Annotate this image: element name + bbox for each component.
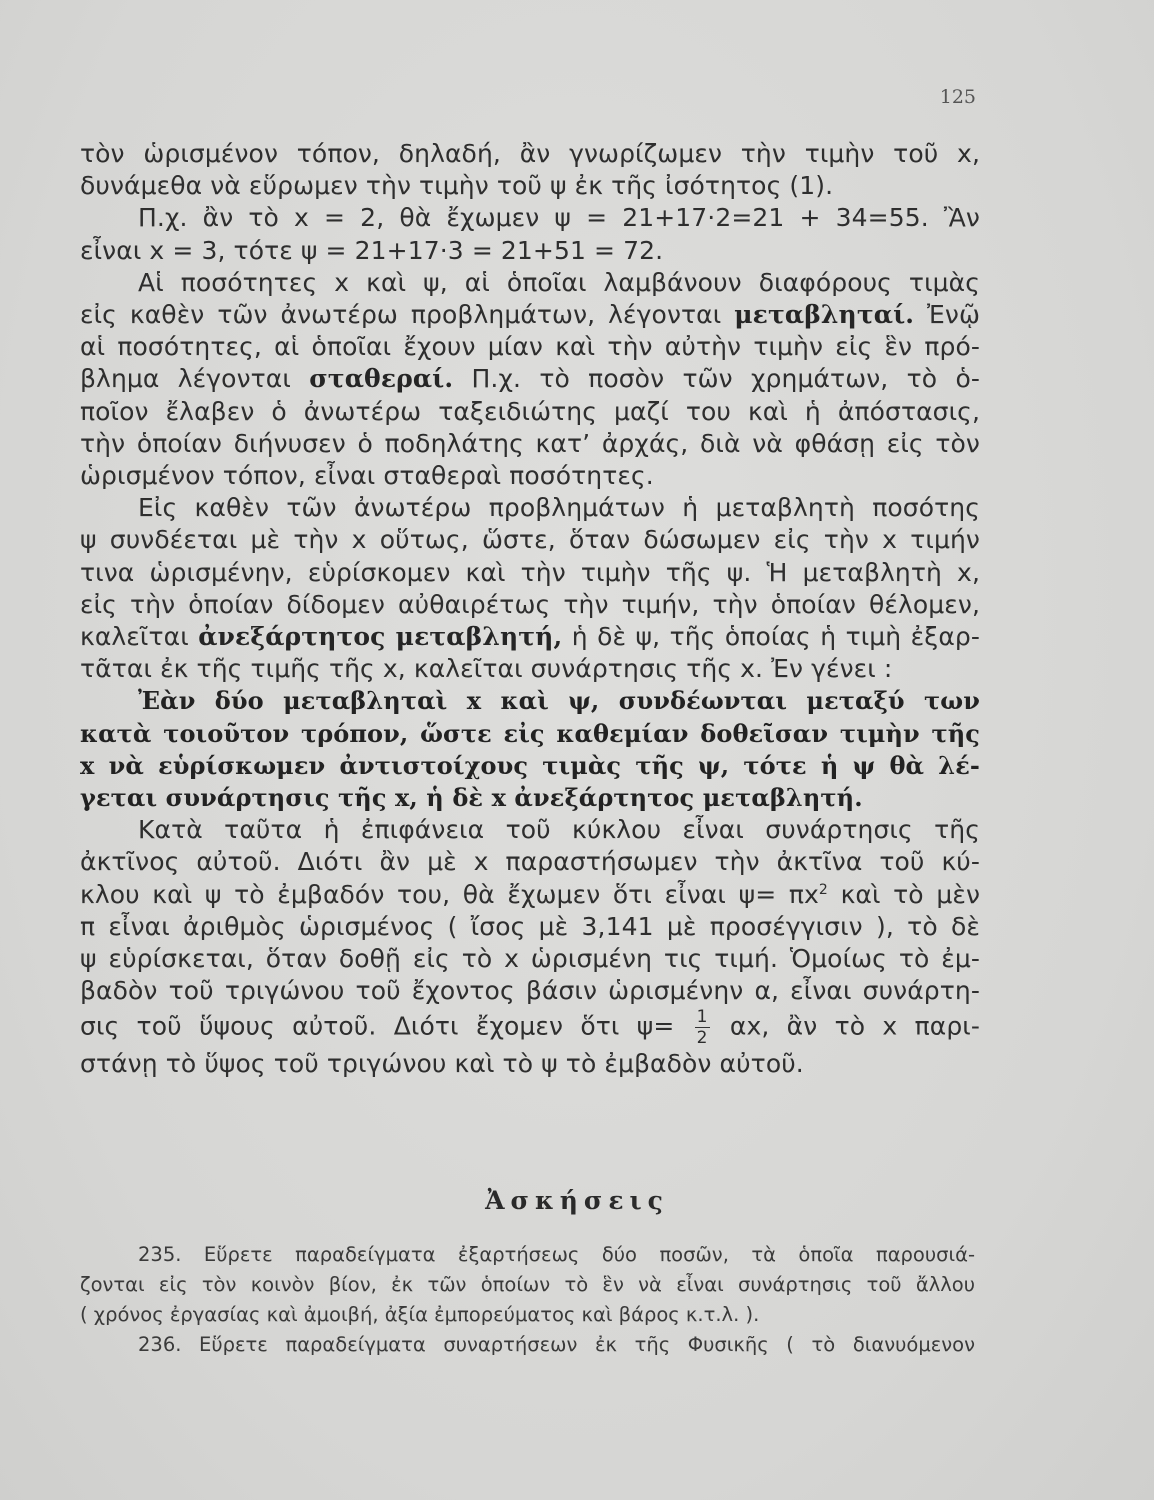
exercise-line: ζονται εἰς τὸν κοινὸν βίον, ἐκ τῶν ὁποίων τὸ ἓν νὰ εἶναι συνάρτησις τοῦ ἄλλου bbox=[80, 1273, 975, 1296]
text-line: ψ συνδέεται μὲ τὴν x οὕτως, ὥστε, ὅταν δώσωμεν εἰς τὴν x τιμήν bbox=[80, 525, 980, 555]
definition-block bbox=[80, 685, 980, 814]
text-line bbox=[80, 363, 980, 395]
definition-line: κατὰ τοιοῦτον τρόπον, ὥστε εἰς καθεμίαν δοθεῖσαν τιμὴν τῆς bbox=[80, 718, 980, 748]
text-line bbox=[80, 621, 980, 653]
text-line bbox=[80, 879, 980, 911]
term-independent-variable: ἀνεξάρτητος μεταβλητή, bbox=[198, 622, 563, 652]
text-line: π εἶναι ἀριθμὸς ὡρισμένος ( ἴσος μὲ 3,141 μὲ προσέγγισιν ), τὸ δὲ bbox=[80, 911, 980, 941]
definition-line: x νὰ εὑρίσκωμεν ἀντιστοίχους τιμὰς τῆς ψ, τότε ἡ ψ θὰ λέ- bbox=[80, 750, 980, 780]
text-line: ψ εὑρίσκεται, ὅταν δοθῇ εἰς τὸ x ὡρισμένη τις τιμή. Ὁμοίως τὸ ἐμ- bbox=[80, 944, 980, 974]
text-line: Αἱ ποσότητες x καὶ ψ, αἱ ὁποῖαι λαμβάνουν διαφόρους τιμὰς bbox=[138, 267, 980, 297]
fraction-denominator: 2 bbox=[696, 1028, 708, 1049]
text-span: σις τοῦ ὕψους αὐτοῦ. Διότι ἔχομεν ὅτι ψ= bbox=[80, 1011, 675, 1041]
text-line: δυνάμεθα νὰ εὕρωμεν τὴν τιμὴν τοῦ ψ ἐκ τῆς ἰσότητος (1). bbox=[80, 171, 834, 201]
page-number: 125 bbox=[939, 86, 976, 108]
text-line: τᾶται ἐκ τῆς τιμῆς τῆς x, καλεῖται συνάρτησις τῆς x. Ἐν γένει : bbox=[80, 654, 893, 684]
text-span: Π.χ. τὸ ποσὸν τῶν χρημάτων, τὸ ὁ- bbox=[471, 364, 981, 394]
text-span: κλου καὶ ψ τὸ ἐμβαδόν του, θὰ ἔχωμεν ὅτι εἶναι ψ= πx bbox=[80, 879, 819, 909]
term-variables: μεταβληταί. bbox=[734, 300, 915, 330]
definition-line: γεται συνάρτησις τῆς x, ἡ δὲ x ἀνεξάρτητος μεταβλητή. bbox=[80, 783, 863, 813]
text-line: τὴν ὁποίαν διήνυσεν ὁ ποδηλάτης κατ’ ἀρχάς, διὰ νὰ φθάσῃ εἰς τὸν bbox=[80, 428, 980, 458]
exercises-list bbox=[80, 1240, 975, 1360]
body-text bbox=[80, 138, 980, 1081]
term-constants: σταθεραί. bbox=[309, 364, 454, 394]
text-span: καὶ τὸ μὲν bbox=[840, 879, 981, 909]
text-line bbox=[80, 299, 980, 331]
fraction-numerator: 1 bbox=[696, 1007, 708, 1028]
exercise-line: ( χρόνος ἐργασίας καὶ ἀμοιβή, ἀξία ἐμπορεύματος καὶ βάρος κ.τ.λ. ). bbox=[80, 1303, 760, 1326]
superscript: 2 bbox=[818, 881, 828, 898]
text-span: ἡ δὲ ψ, τῆς ὁποίας ἡ τιμὴ ἐξαρ- bbox=[571, 622, 980, 652]
text-line: τὸν ὡρισμένον τόπον, δηλαδή, ἂν γνωρίζωμεν τὴν τιμὴν τοῦ x, bbox=[80, 139, 980, 168]
text-line: ποῖον ἔλαβεν ὁ ἀνωτέρω ταξειδιώτης μαζί του καὶ ἡ ἀπόστασις, bbox=[80, 396, 980, 426]
exercises-heading: Ἀσκήσεις bbox=[485, 1186, 669, 1215]
text-line: Κατὰ ταῦτα ἡ ἐπιφάνεια τοῦ κύκλου εἶναι συνάρτησις τῆς bbox=[138, 815, 980, 845]
text-line: ἀκτῖνος αὐτοῦ. Διότι ἂν μὲ x παραστήσωμεν τὴν ἀκτῖνα τοῦ κύ- bbox=[80, 847, 980, 877]
text-span: αx, ἂν τὸ x παρι- bbox=[729, 1011, 980, 1041]
text-span: εἰς καθὲν τῶν ἀνωτέρω προβλημάτων, λέγονται bbox=[80, 300, 722, 330]
fraction bbox=[695, 1007, 710, 1048]
text-span: Ἐνῷ bbox=[927, 300, 981, 330]
text-line: εἰς τὴν ὁποίαν δίδομεν αὐθαιρέτως τὴν τιμήν, τὴν ὁποίαν θέλομεν, bbox=[80, 589, 980, 619]
exercise-line: 236. Εὕρετε παραδείγματα συναρτήσεων ἐκ τῆς Φυσικῆς ( τὸ διανυόμενον bbox=[138, 1333, 975, 1356]
text-span: βλημα λέγονται bbox=[80, 364, 291, 394]
exercise-line: 235. Εὕρετε παραδείγματα ἐξαρτήσεως δύο ποσῶν, τὰ ὁποῖα παρουσιά- bbox=[138, 1243, 975, 1266]
text-line: Εἰς καθὲν τῶν ἀνωτέρω προβλημάτων ἡ μεταβλητὴ ποσότης bbox=[138, 493, 980, 523]
text-line: αἱ ποσότητες, αἱ ὁποῖαι ἔχουν μίαν καὶ τὴν αὐτὴν τιμὴν εἰς ἓν πρό- bbox=[80, 332, 980, 362]
definition-line: Ἐὰν δύο μεταβληταὶ x καὶ ψ, συνδέωνται μεταξύ των bbox=[138, 686, 980, 716]
text-line bbox=[80, 1007, 980, 1048]
text-span: καλεῖται bbox=[80, 622, 189, 652]
text-line: τινα ὡρισμένην, εὑρίσκομεν καὶ τὴν τιμὴν τῆς ψ. Ἡ μεταβλητὴ x, bbox=[80, 557, 980, 587]
text-line: ὡρισμένον τόπον, εἶναι σταθεραὶ ποσότητες. bbox=[80, 461, 654, 491]
text-line: εἶναι x = 3, τότε ψ = 21+17·3 = 21+51 = 72. bbox=[80, 235, 664, 265]
text-line: στάνῃ τὸ ὕψος τοῦ τριγώνου καὶ τὸ ψ τὸ ἐμβαδὸν αὐτοῦ. bbox=[80, 1049, 804, 1079]
text-line: Π.χ. ἂν τὸ x = 2, θὰ ἔχωμεν ψ = 21+17·2=21 + 34=55. Ἂν bbox=[138, 203, 980, 233]
text-line: βαδὸν τοῦ τριγώνου τοῦ ἔχοντος βάσιν ὡρισμένην α, εἶναι συνάρτη- bbox=[80, 976, 980, 1006]
